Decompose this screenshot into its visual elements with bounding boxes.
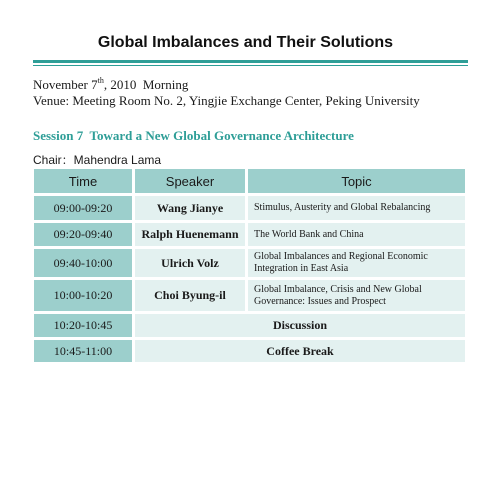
venue-line: Venue: Meeting Room No. 2, Yingjie Exchange Center, Peking University: [33, 93, 420, 108]
chair-line: Chair：Mahendra Lama: [33, 153, 162, 167]
page-title: Global Imbalances and Their Solutions: [97, 34, 394, 51]
header-topic: Topic: [248, 169, 465, 193]
date-line: [33, 77, 188, 93]
header-time: Time: [34, 169, 132, 193]
date-rest: , 2010 Morning: [103, 77, 189, 92]
row-time: 10:45-11:00: [34, 340, 132, 362]
row-topic: The World Bank and China: [248, 223, 465, 246]
row-speaker: Ralph Huenemann: [135, 223, 245, 246]
title-divider-thin: [33, 65, 468, 66]
row-time: 10:20-10:45: [34, 314, 132, 337]
session-title: Session 7 Toward a New Global Governance Architecture: [33, 128, 354, 143]
row-speaker: Wang Jianye: [135, 196, 245, 220]
schedule-table: [34, 169, 465, 362]
row-time: 09:40-10:00: [34, 249, 132, 277]
row-speaker: Choi Byung-il: [135, 280, 245, 311]
header-speaker: Speaker: [135, 169, 245, 193]
row-topic: Global Imbalances and Regional Economic Integration in East Asia: [248, 249, 465, 277]
row-time: 09:00-09:20: [34, 196, 132, 220]
row-time: 09:20-09:40: [34, 223, 132, 246]
row-time: 10:00-10:20: [34, 280, 132, 311]
title-divider-thick: [33, 60, 468, 63]
row-speaker: Ulrich Volz: [135, 249, 245, 277]
date-month-day: November 7: [33, 77, 98, 92]
row-topic: Stimulus, Austerity and Global Rebalancing: [248, 196, 465, 220]
row-event: Coffee Break: [135, 340, 465, 362]
row-topic: Global Imbalance, Crisis and New Global Governance: Issues and Prospect: [248, 280, 465, 311]
date-ordinal: th: [97, 76, 104, 85]
row-event: Discussion: [135, 314, 465, 337]
